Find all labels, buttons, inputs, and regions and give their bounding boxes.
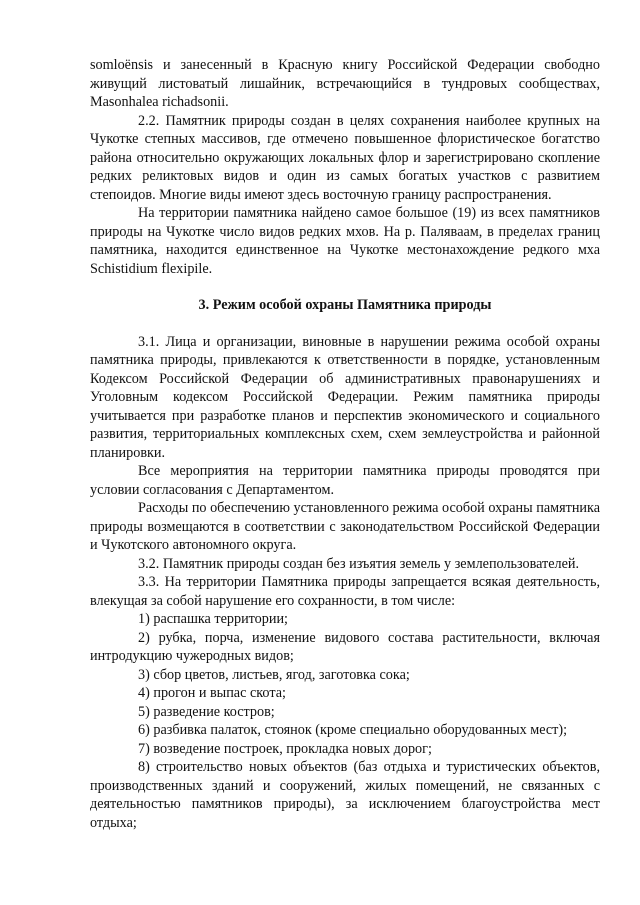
list-item: 1) распашка территории; xyxy=(138,611,288,627)
paragraph: somloënsis и занесенный в Красную книгу Российской Федерации свободно живущий листоватый лишайник, встречающийся в тундровых сообществах, Masonhalea richadsonii. xyxy=(90,57,600,110)
document-body xyxy=(90,56,600,832)
list-item: 7) возведение построек, прокладка новых дорог; xyxy=(138,740,432,757)
paragraph: На территории памятника найдено самое большое (19) из всех памятников природы на Чукотке число видов редких мхов. На р. Палявaам, в пределах границ памятника, находится единственное на Чукотке местонахождение редкого мха Schistidium flexipile. xyxy=(90,205,600,277)
paragraph: 3.1. Лица и организации, виновные в нарушении режима особой охраны памятника природы, привлекаются к ответственности в порядке, установленным Кодексом Российской Федерации об административных правонарушениях и Уголовным кодексом Российской Федерации. Режим памятника природы учитывается при разработке планов и перспектив экономического и социального развития, территориальных комплексных схем, схем землеустройства и районной планировки. xyxy=(90,333,600,461)
paragraph: Все мероприятия на территории памятника природы проводятся при условии согласования с Департаментом. xyxy=(90,463,600,498)
section-heading: 3. Режим особой охраны Памятника природы xyxy=(198,297,492,313)
list-item: 3) сбор цветов, листьев, ягод, заготовка сока; xyxy=(138,666,410,683)
list-item: 5) разведение костров; xyxy=(138,703,275,720)
paragraph: 3.2. Памятник природы создан без изъятия земель у землепользователей. xyxy=(138,555,580,572)
list-item: 2) рубка, порча, изменение видового состава растительности, включая интродукцию чужеродных видов; xyxy=(90,629,600,664)
list-item: 4) прогон и выпас скота; xyxy=(138,685,286,701)
paragraph: 2.2. Памятник природы создан в целях сохранения наиболее крупных на Чукотке степных массивов, где отмечено повышенное флористическое богатство района относительно окружающих локальных флор и зарегистрировано скопление редких реликтовых видов и один из самых богатых участков с развитием степоидов. Многие виды имеют здесь восточную границу распространения. xyxy=(90,112,600,203)
paragraph: 3.3. На территории Памятника природы запрещается всякая деятельность, влекущая за собой нарушение его сохранности, в том числе: xyxy=(90,574,600,609)
paragraph: Расходы по обеспечению установленного режима особой охраны памятника природы возмещаются в соответствии с законодательством Российской Федерации и Чукотского автономного округа. xyxy=(90,500,600,553)
list-item: 8) строительство новых объектов (баз отдыха и туристических объектов, производственных зданий и сооружений, жилых помещений, не связанных с деятельностью памятников природы), за исключением благоустройства мест отдыха; xyxy=(90,759,600,831)
list-item: 6) разбивка палаток, стоянок (кроме специально оборудованных мест); xyxy=(138,722,568,738)
